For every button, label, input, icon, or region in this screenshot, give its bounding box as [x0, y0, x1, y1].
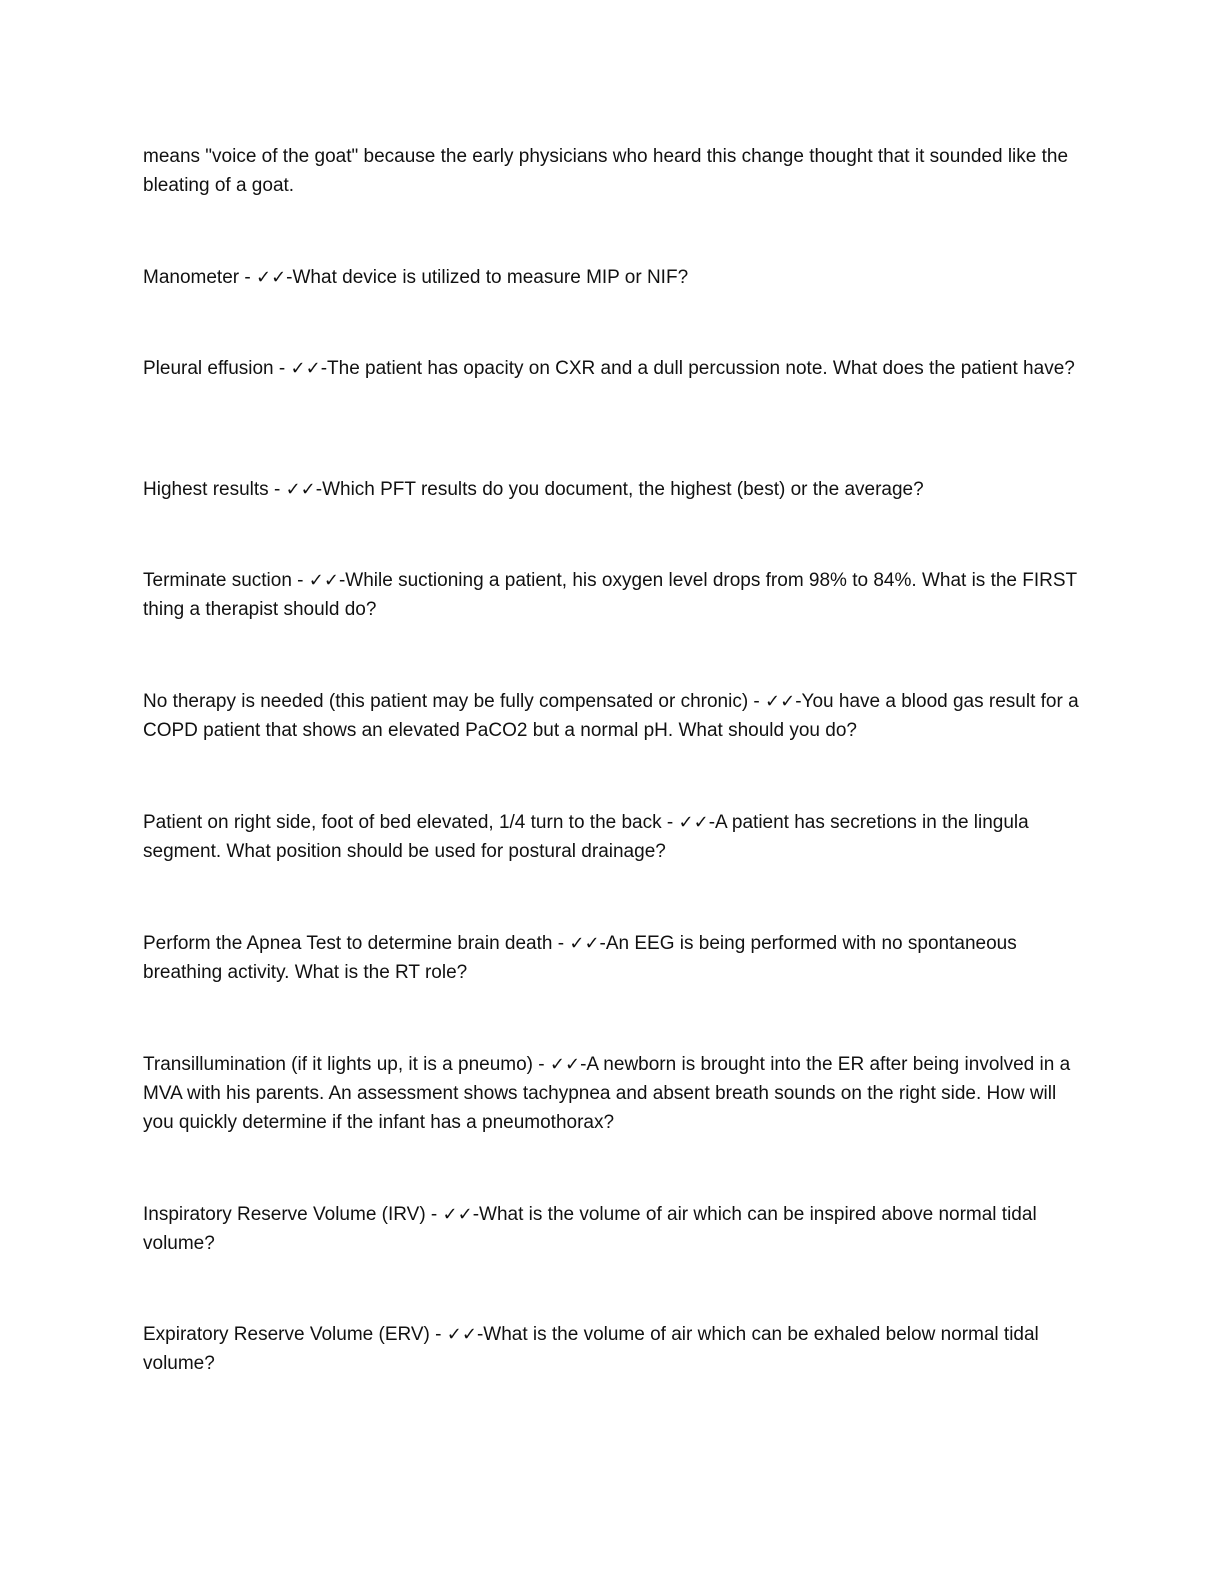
separator: -	[425, 1204, 443, 1225]
answer-text: No therapy is needed (this patient may be fully compensated or chronic)	[143, 691, 749, 712]
answer-text: Perform the Apnea Test to determine brain death	[143, 933, 553, 954]
question-text: While suctioning a patient, his oxygen level drops from 98% to 84%. What is the FIRST thing a therapist should do?	[143, 570, 1077, 620]
separator: -	[291, 570, 309, 591]
answer-text: Transillumination (if it lights up, it is a pneumo)	[143, 1054, 534, 1075]
separator: -	[599, 933, 606, 954]
separator: -	[661, 812, 679, 833]
separator: -	[268, 479, 286, 500]
flashcard-entry	[143, 263, 1083, 292]
separator: -	[552, 933, 570, 954]
answer-text: Patient on right side, foot of bed elevated, 1/4 turn to the back	[143, 812, 662, 833]
question-text: Which PFT results do you document, the highest (best) or the average?	[322, 479, 924, 500]
answer-text: Manometer	[143, 267, 240, 288]
separator: -	[533, 1054, 550, 1075]
checkmark-icon: ✓✓	[442, 1204, 473, 1225]
question-text: A newborn is brought into the ER after being involved in a MVA with his parents. An assessment shows tachypnea and absent breath sounds on the right side. How will you quickly determine if the infant has a pneumothorax?	[143, 1054, 1071, 1133]
checkmark-icon: ✓✓	[285, 479, 316, 500]
flashcard-entry	[143, 566, 1083, 624]
flashcard-entry	[143, 1320, 1083, 1378]
separator: -	[795, 691, 802, 712]
checkmark-icon: ✓✓	[308, 570, 339, 591]
separator: -	[708, 812, 716, 833]
flashcard-entry	[143, 687, 1083, 745]
answer-text: Expiratory Reserve Volume (ERV)	[143, 1324, 430, 1345]
checkmark-icon: ✓✓	[678, 812, 709, 833]
separator: -	[472, 1204, 480, 1225]
separator: -	[429, 1324, 447, 1345]
answer-text: Terminate suction	[143, 570, 292, 591]
checkmark-icon: ✓✓	[290, 358, 321, 379]
flashcard-entry	[143, 475, 1083, 504]
flashcard-entry	[143, 354, 1083, 383]
answer-text: Highest results	[143, 479, 269, 500]
question-text: You have a blood gas result for a COPD patient that shows an elevated PaCO2 but a normal pH. What should you do?	[143, 691, 1079, 741]
checkmark-icon: ✓✓	[549, 1054, 581, 1075]
question-text: A patient has secretions in the lingula segment. What position should be used for postural drainage?	[143, 812, 1029, 862]
continuation-paragraph	[143, 142, 1083, 200]
flashcard-entry	[143, 1200, 1083, 1258]
flashcard-entry	[143, 929, 1083, 987]
separator: -	[320, 358, 328, 379]
separator: -	[239, 267, 256, 288]
checkmark-icon: ✓✓	[569, 933, 600, 954]
flashcard-entry	[143, 1050, 1083, 1137]
checkmark-icon: ✓✓	[446, 1324, 477, 1345]
separator: -	[286, 267, 293, 288]
separator: -	[273, 358, 291, 379]
separator: -	[580, 1054, 587, 1075]
question-text: The patient has opacity on CXR and a dull percussion note. What does the patient have?	[327, 358, 1075, 379]
question-text: What is the volume of air which can be inspired above normal tidal volume?	[143, 1204, 1037, 1254]
question-text: What device is utilized to measure MIP or NIF?	[292, 267, 689, 288]
question-text: What is the volume of air which can be exhaled below normal tidal volume?	[143, 1324, 1039, 1374]
question-text: An EEG is being performed with no spontaneous breathing activity. What is the RT role?	[143, 933, 1017, 983]
flashcard-entry	[143, 808, 1083, 866]
answer-text: Inspiratory Reserve Volume (IRV)	[143, 1204, 426, 1225]
checkmark-icon: ✓✓	[256, 267, 287, 288]
answer-text: Pleural effusion	[143, 358, 274, 379]
checkmark-icon: ✓✓	[765, 691, 796, 712]
separator: -	[338, 570, 346, 591]
separator: -	[748, 691, 766, 712]
continuation-text: means "voice of the goat" because the early physicians who heard this change thought that it sounded like the bleating of a goat.	[143, 146, 1069, 196]
separator: -	[315, 479, 323, 500]
separator: -	[476, 1324, 484, 1345]
